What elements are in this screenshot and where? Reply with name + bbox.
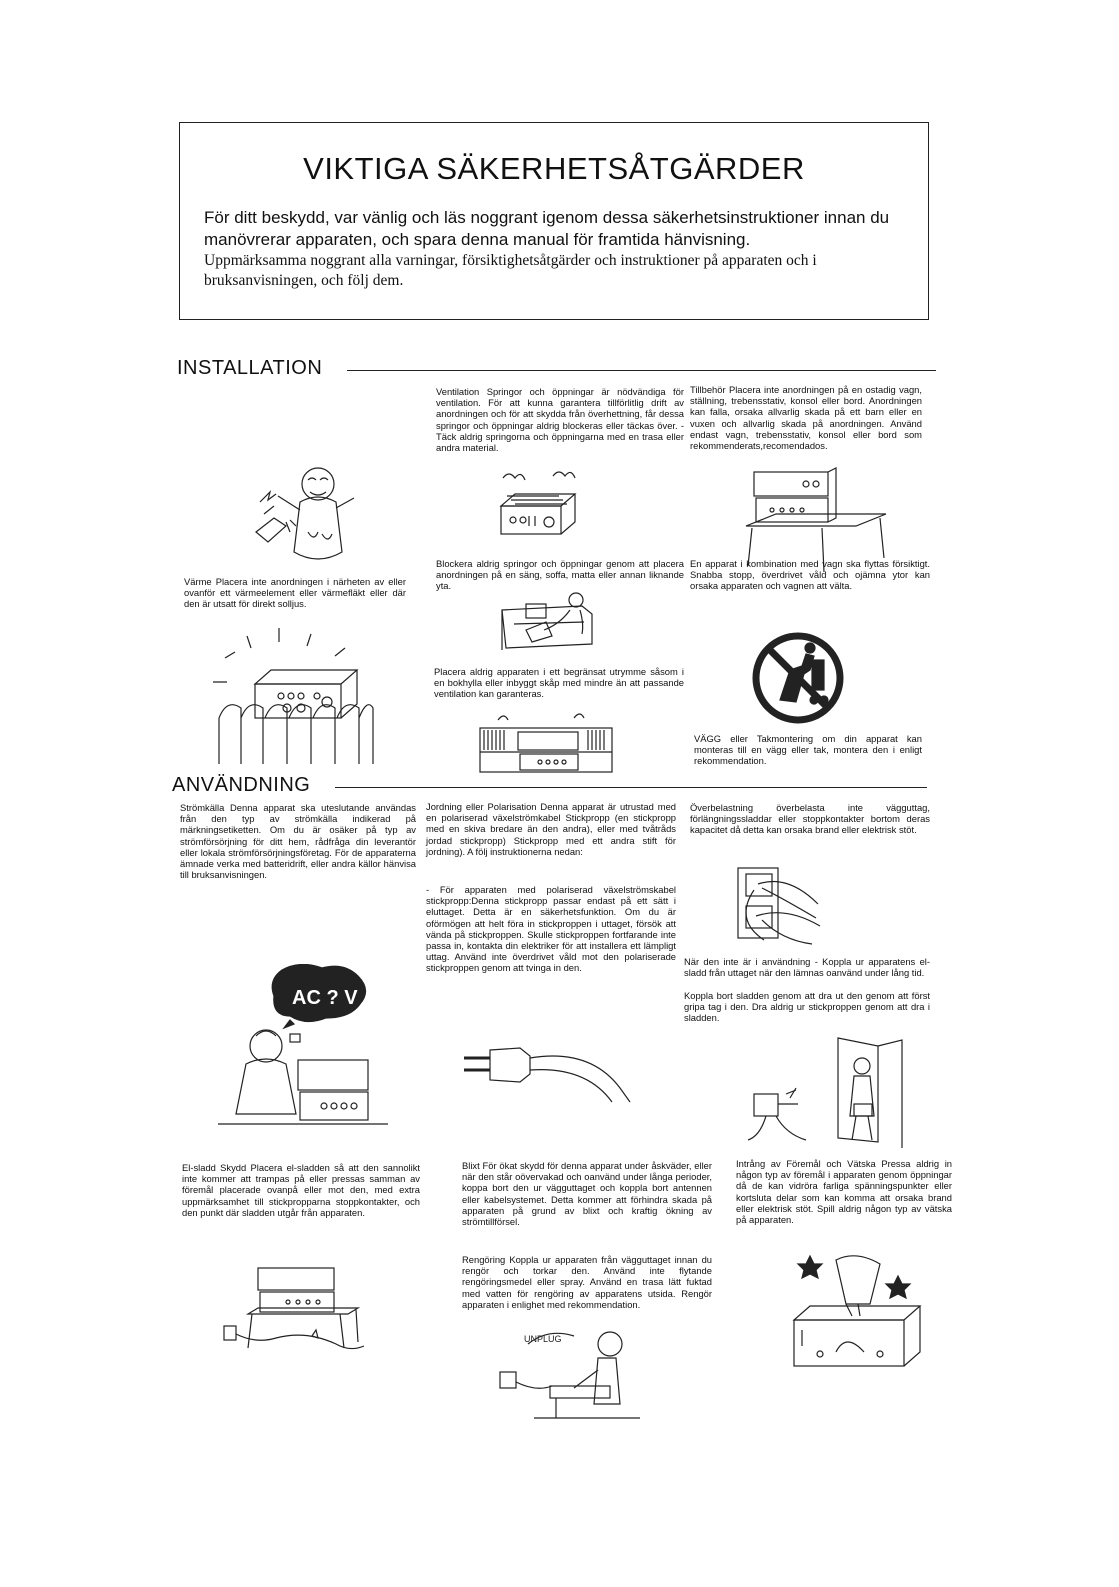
lightning-text: Blixt För ökat skydd för denna apparat under åskväder, eller när den står oövervakad och oanvänd under långa perioder, koppa bort den ur vägguttaget och koppla bort antennen eller kabelsystemet. Detta kommer att förhindra skada på apparaten på grund av blixt och kraftig ökning av strömtillförsel. (462, 1160, 712, 1228)
cleaning-illustration (494, 1322, 644, 1422)
svg-text:UNPLUG: UNPLUG (524, 1334, 562, 1344)
installation-heading: INSTALLATION (177, 357, 323, 379)
wall-text: VÄGG eller Takmontering om din apparat kan monteras till en vägg eller tak, montera den i enligt rekommendation. (694, 733, 922, 767)
header-box (179, 122, 929, 320)
ac-question-illustration (216, 964, 392, 1132)
usage-heading: ANVÄNDNING (172, 774, 311, 796)
heat-text: Värme Placera inte anordningen i närheten av eller ovanför ett värmeelement eller värmefläkt eller där den är utsatt för direkt solljus. (184, 576, 406, 610)
liquid-intrusion-illustration (780, 1250, 930, 1374)
no-cart-icon (750, 630, 846, 726)
sofa-illustration (496, 590, 608, 656)
enclosed-text: Placera aldrig apparaten i ett begränsat utrymme såsom i en bokhylla eller inbyggt skåp med mindre än att passande ventilation kan garanteras. (434, 666, 684, 700)
cart-text: En apparat i kombination med vagn ska flyttas försiktigt. Snabba stopp, överdrivet våld och ojämna ytor kan orsaka apparaten och vagnen att välta. (690, 558, 930, 592)
heater-amp-illustration (205, 622, 383, 768)
cleaning-text: Rengöring Koppla ur apparaten från vägguttaget innan du rengör och torkar den. Använd inte flytande rengöringsmedel eller spray. Använd en trasa lätt fuktad med vatten för rengöring av apparatens utsida. Rengör apparaten i enlighet med rekommendation. (462, 1254, 712, 1310)
accessories-text: Tillbehör Placera inte anordningen på en ostadig vagn, ställning, trebensstativ, konsol eller bord. Anordningen kan falla, orsaka allvarlig skada på ett barn eller en vuxen och allvarlig skada på anordningen. Använd endast vagn, trebensstativ, konsol eller bord som rekommenderats,recomendados. (690, 384, 922, 452)
cord-protection-text: El-sladd Skydd Placera el-sladden så att den sannolikt inte kommer att trampas på eller pressas samman av föremål placerade ovanpå eller mot den, med extra uppmärksamhet till stickpropparna stoppkontakter, och den punkt där sladden utgår från apparaten. (182, 1162, 420, 1218)
plug-illustration (458, 1030, 638, 1104)
cord-protection-illustration (218, 1264, 368, 1356)
usage-rule (335, 787, 927, 788)
grounding-text: Jordning eller Polarisation Denna apparat är utrustad med en polariserad växelströmkabel Stickpropp (en stickpropp med en skiva bredare än den andra), eller med tvåtråds jordad stickpropp) Stickpropp med ett andra stift för jordning). A följ instruktionerna nedan: (426, 801, 676, 857)
polarized-text: - För apparaten med polariserad växelströmskabel stickpropp:Denna stickpropp passar endast på ett sätt i eluttaget. Detta är en säkerhetsfunktion. Om du är oförmögen att helt föra in stickproppen i uttaget, försök att vända på stickproppen. Skulle stickproppen fortfarande inte passa in, kontakta din elektriker för att installera ett lämpligt uttag. Använd inte överdrivet våld mot den polariserade stickproppen genom att tvinga in den. (426, 884, 676, 974)
svg-text:AC ? V: AC ? V (292, 987, 358, 1009)
overloaded-outlet-illustration (728, 860, 824, 950)
intro-primary: För ditt beskydd, var vänlig och läs noggrant igenom dessa säkerhetsinstruktioner innan du manövrerar apparaten, och spara denna manual för framtida hänvisning. (204, 208, 890, 249)
intro-secondary: Uppmärksamma noggrant alla varningar, försiktighetsåtgärder och instruktioner på apparaten och i bruksanvisningen, och följ dem. (204, 252, 817, 289)
overload-text: Överbelastning överbelasta inte vägguttag, förlängningssladdar eller stoppkontakter bortom deras kapacitet då detta kan orsaka brand eller elektrisk stöt. (690, 802, 930, 836)
page-title: VIKTIGA SÄKERHETSÅTGÄRDER (303, 151, 805, 186)
unplug-text: Koppla bort sladden genom att dra ut den genom att först gripa tag i den. Dra aldrig ur stickproppen genom att dra i sladden. (684, 990, 930, 1024)
installation-rule (347, 370, 936, 371)
block-text: Blockera aldrig springor och öppningar genom att placera anordningen på en säng, soffa, matta eller annan liknande yta. (436, 558, 684, 592)
bookshelf-illustration (478, 712, 614, 776)
intrusion-text: Intrång av Föremål och Vätska Pressa aldrig in någon typ av föremål i apparaten genom öppningar då de kan vidröra farliga spänningspunkter eller kortsluta delar som kan komma att orsaka brand eller elektrisk stöt. Spill aldrig någon typ av vätska på apparaten. (736, 1158, 952, 1226)
ventilation-amp-illustration (493, 470, 581, 550)
ventilation-text: Ventilation Springor och öppningar är nödvändiga för ventilation. För att kunna garantera tillförlitlig drift av anordningen och för att skydda från överhettning, får dessa springor och öppningar aldrig blockeras eller täckas över. - Täck aldrig springorna och öppningarna med en trasa eller andra material. (436, 386, 684, 454)
unplugging-leaving-illustration (746, 1034, 922, 1152)
not-in-use-text: När den inte är i användning - Koppla ur apparatens el-sladd från uttaget när den lämnas oanvänd under lång tid. (684, 956, 930, 979)
child-heater-illustration (250, 462, 365, 574)
power-source-text: Strömkälla Denna apparat ska uteslutande användas från den typ av strömkälla indikerad på märkningsetiketten. Om du är osäker på typ av strömförsörjning för ditt hem, rådfråga din leverantör eller lokala strömförsörjningsföretag. För de apparaterna ämnade verka med batteridrift, eller andra källor hänvisa till bruksanvisningen. (180, 802, 416, 881)
